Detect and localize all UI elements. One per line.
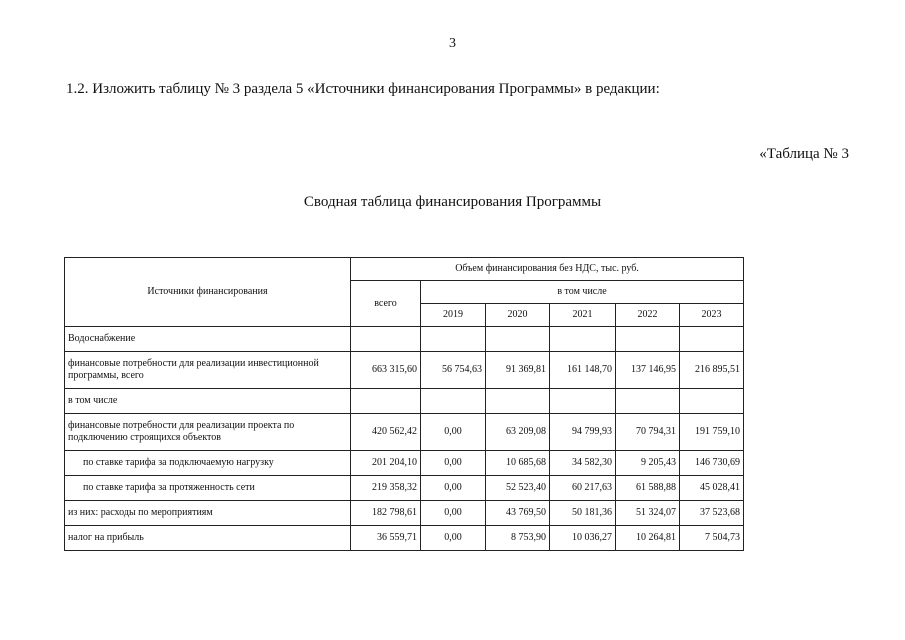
row-value: 10 685,68: [486, 451, 550, 476]
header-including: в том числе: [421, 281, 744, 304]
row-label: налог на прибыль: [65, 526, 351, 551]
row-label: финансовые потребности для реализации проекта по подключению строящихся объектов: [65, 414, 351, 451]
header-sources: Источники финансирования: [65, 258, 351, 327]
row-label: по ставке тарифа за подключаемую нагрузку: [65, 451, 351, 476]
row-value: [486, 389, 550, 414]
row-value: 60 217,63: [550, 476, 616, 501]
row-value: 63 209,08: [486, 414, 550, 451]
row-value: 61 588,88: [616, 476, 680, 501]
row-value: 9 205,43: [616, 451, 680, 476]
row-value: 0,00: [421, 476, 486, 501]
row-label: в том числе: [65, 389, 351, 414]
header-volume: Объем финансирования без НДС, тыс. руб.: [351, 258, 744, 281]
table-row: [65, 327, 744, 352]
row-value: 51 324,07: [616, 501, 680, 526]
row-total: 219 358,32: [351, 476, 421, 501]
table-row: [65, 476, 744, 501]
table-title: Сводная таблица финансирования Программы: [303, 194, 602, 210]
row-total: 201 204,10: [351, 451, 421, 476]
row-value: 43 769,50: [486, 501, 550, 526]
row-value: 37 523,68: [680, 501, 744, 526]
row-value: 146 730,69: [680, 451, 744, 476]
row-value: 161 148,70: [550, 352, 616, 389]
table-row: [65, 389, 744, 414]
row-value: 8 753,90: [486, 526, 550, 551]
row-value: 91 369,81: [486, 352, 550, 389]
row-total: 663 315,60: [351, 352, 421, 389]
row-value: [680, 389, 744, 414]
intro-text: 1.2. Изложить таблицу № 3 раздела 5 «Источники финансирования Программы» в редакции:: [66, 81, 660, 97]
row-value: 0,00: [421, 414, 486, 451]
row-value: 10 264,81: [616, 526, 680, 551]
header-year: 2019: [421, 304, 486, 327]
row-value: 7 504,73: [680, 526, 744, 551]
row-value: 94 799,93: [550, 414, 616, 451]
row-value: [616, 327, 680, 352]
row-value: [421, 389, 486, 414]
header-year: 2021: [550, 304, 616, 327]
row-value: 216 895,51: [680, 352, 744, 389]
row-value: 0,00: [421, 501, 486, 526]
row-value: [550, 327, 616, 352]
table-row: [65, 352, 744, 389]
row-value: [616, 389, 680, 414]
table-row: [65, 501, 744, 526]
row-value: [680, 327, 744, 352]
financing-table: [64, 257, 744, 551]
row-value: 70 794,31: [616, 414, 680, 451]
row-value: 10 036,27: [550, 526, 616, 551]
row-label: финансовые потребности для реализации инвестиционной программы, всего: [65, 352, 351, 389]
row-value: 191 759,10: [680, 414, 744, 451]
header-year: 2022: [616, 304, 680, 327]
row-label: Водоснабжение: [65, 327, 351, 352]
row-value: 137 146,95: [616, 352, 680, 389]
row-total: [351, 389, 421, 414]
table-row: [65, 526, 744, 551]
row-value: 56 754,63: [421, 352, 486, 389]
header-total: всего: [351, 281, 421, 327]
row-value: 52 523,40: [486, 476, 550, 501]
row-total: [351, 327, 421, 352]
row-value: 34 582,30: [550, 451, 616, 476]
row-value: 0,00: [421, 526, 486, 551]
row-total: 36 559,71: [351, 526, 421, 551]
row-label: из них: расходы по мероприятиям: [65, 501, 351, 526]
row-value: [486, 327, 550, 352]
row-total: 182 798,61: [351, 501, 421, 526]
row-total: 420 562,42: [351, 414, 421, 451]
row-value: [550, 389, 616, 414]
row-value: [421, 327, 486, 352]
row-label: по ставке тарифа за протяженность сети: [65, 476, 351, 501]
row-value: 50 181,36: [550, 501, 616, 526]
header-year: 2023: [680, 304, 744, 327]
table-row: [65, 414, 744, 451]
table-caption: «Таблица № 3: [759, 146, 849, 162]
table-row: [65, 451, 744, 476]
header-year: 2020: [486, 304, 550, 327]
row-value: 0,00: [421, 451, 486, 476]
row-value: 45 028,41: [680, 476, 744, 501]
page-number: 3: [449, 36, 456, 51]
